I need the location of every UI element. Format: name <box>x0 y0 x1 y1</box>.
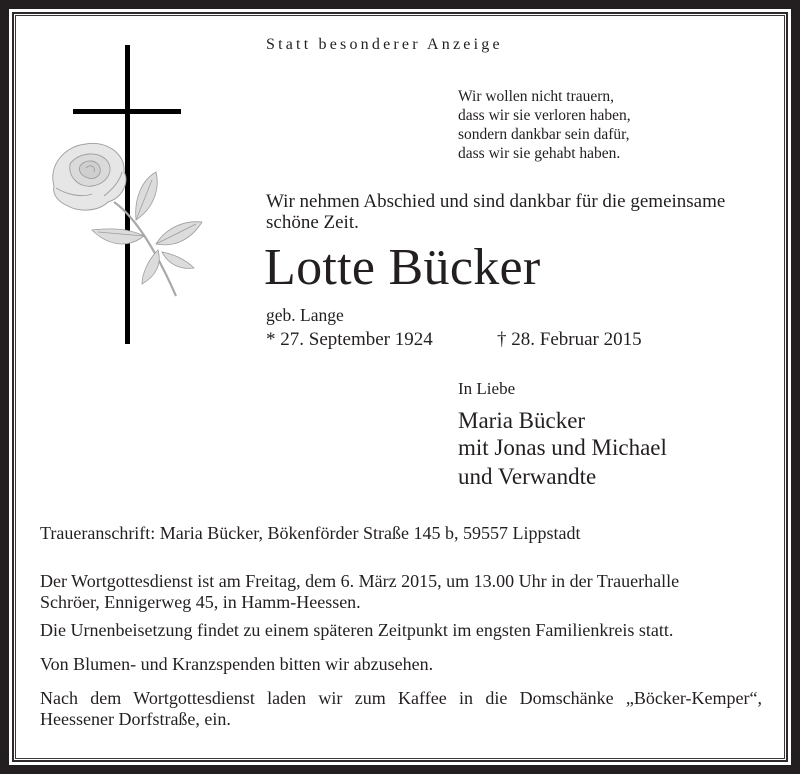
service-line: Der Wortgottesdienst ist am Freitag, dem 6. März 2015, um 13.00 Uhr in der Trauerhalle <box>40 571 680 591</box>
mourner-line: und Verwandte <box>458 464 597 489</box>
poem-line: sondern dankbar sein dafür, <box>458 126 630 143</box>
poem-line: Wir wollen nicht trauern, <box>458 88 615 105</box>
rose-icon <box>44 136 210 300</box>
poem <box>458 87 631 163</box>
mourner-line: Maria Bücker <box>458 408 586 433</box>
death-date: † 28. Februar 2015 <box>497 329 642 350</box>
notice-header: Statt besonderer Anzeige <box>266 36 503 53</box>
poem-line: dass wir sie gehabt haben. <box>458 145 621 162</box>
mourning-address: Traueranschrift: Maria Bücker, Bökenförder Straße 145 b, 59557 Lippstadt <box>40 523 581 543</box>
farewell-intro <box>266 191 725 233</box>
maiden-name: geb. Lange <box>266 305 344 325</box>
deceased-name: Lotte Bücker <box>264 239 541 296</box>
mourners-list <box>458 407 667 490</box>
coffee-line: Nach dem Wortgottesdienst laden wir zum Kaffee in die Domschänke „Böcker-Kemper“, <box>40 688 762 708</box>
farewell-intro-line: Wir nehmen Abschied und sind dankbar für die gemeinsame <box>266 191 726 212</box>
service-line: Schröer, Ennigerweg 45, in Hamm-Heessen. <box>40 592 361 612</box>
mourners-intro: In Liebe <box>458 379 516 398</box>
coffee-invitation <box>40 688 762 730</box>
poem-line: dass wir sie verloren haben, <box>458 107 631 124</box>
farewell-intro-line: schöne Zeit. <box>266 212 359 233</box>
flowers-request: Von Blumen- und Kranzspenden bitten wir abzusehen. <box>40 654 434 674</box>
mourner-line: mit Jonas und Michael <box>458 435 667 460</box>
notice-frame-inner <box>15 15 785 759</box>
coffee-line: Heessener Dorfstraße, ein. <box>40 709 231 729</box>
birth-date: * 27. September 1924 <box>266 329 433 350</box>
cross-icon-crossbar <box>73 109 181 114</box>
urn-burial-info: Die Urnenbeisetzung findet zu einem späteren Zeitpunkt im engsten Familienkreis statt. <box>40 620 674 640</box>
service-info <box>40 571 762 613</box>
